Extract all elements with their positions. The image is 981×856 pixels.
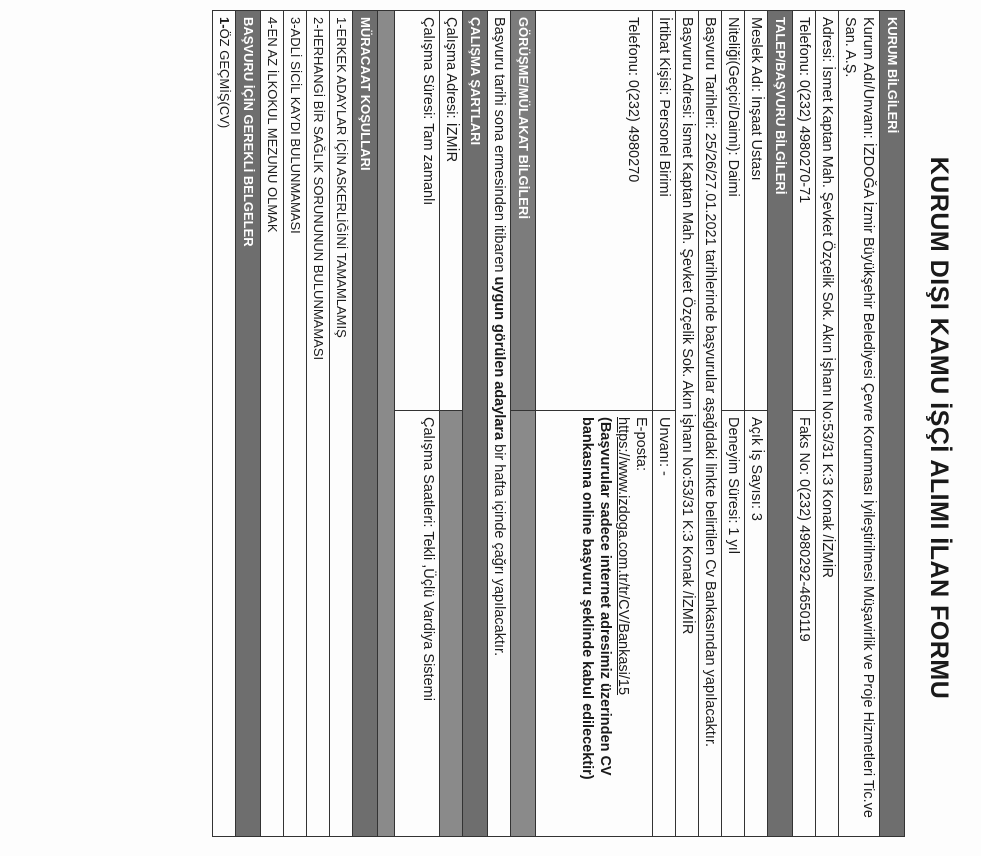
kurum-telefon-label: Telefonu: (796, 17, 812, 76)
eposta-label: E-posta: (633, 417, 649, 471)
calisma-adres-filler (440, 411, 463, 837)
kurum-adres-row (816, 11, 839, 837)
basvuru-adresi-row (676, 11, 699, 837)
calisma-adres-label: Çalışma Adresi: (443, 17, 459, 119)
calisma-header-row (463, 11, 488, 837)
calisma-adres-value: İZMİR (443, 122, 459, 163)
muracaat-header: MÜRACAAT KOŞULLARI (353, 11, 378, 837)
meslek-label: Meslek Adı: (748, 17, 764, 92)
calisma-sure-cell (395, 11, 440, 411)
muracaat-item: 2-HERHANGİ BİR SAĞLIK SORUNUNUN BULUNMAMASI (307, 11, 330, 837)
niteligi-value: Daimi (725, 159, 741, 197)
kurum-adi-cell (839, 11, 880, 837)
acik-is-value: 3 (748, 512, 764, 521)
calisma-sure-row (395, 11, 440, 837)
gorusme-header-filler (511, 411, 536, 837)
basvuru-adresi-cell (676, 11, 699, 837)
muracaat-item-row-4 (261, 11, 284, 837)
basvuru-tarihleri-label: Başvuru Tarihleri: (702, 17, 718, 129)
application-form-table (212, 10, 905, 837)
irtibat-row (653, 11, 676, 837)
kurum-adi-row (839, 11, 880, 837)
deneyim-value: 1 yıl (725, 527, 741, 554)
basvuru-adresi-value: İsmet Kaptan Mah. Şevket Özçelik Sok. Akın İşhanı No:53/31 K:3 Konak /İZMİR (679, 122, 695, 635)
calisma-header: ÇALIŞMA ŞARTLARI (463, 11, 488, 837)
talep-telefon-label: Telefonu: (625, 17, 641, 76)
eposta-note: (Başvurular sadece internet adresimiz üzerinden CV bankasına online başvuru şeklinde kabul edilecektir) (579, 417, 613, 780)
kurum-telefon-value: 0(232) 4980270-71 (796, 79, 812, 204)
kurum-adi-label: Kurum Adı/Unvanı: (860, 17, 876, 139)
belgeler-header: BAŞVURU İÇİN GEREKLİ BELGELER (236, 11, 261, 837)
eposta-cell (536, 411, 653, 837)
kurum-bilgileri-header-row (880, 11, 905, 837)
irtibat-label: İrtibat Kişisi: (656, 17, 672, 96)
muracaat-item: 3-ADLİ SİCİL KAYDI BULUNMAMASI (284, 11, 307, 837)
muracaat-item-row-1 (330, 11, 353, 837)
telefon-eposta-row (536, 11, 653, 837)
calisma-gap-row (378, 11, 395, 837)
talep-header-row (768, 11, 793, 837)
basvuru-tarihleri-row (699, 11, 722, 837)
talep-telefon-cell (536, 11, 653, 411)
niteligi-label: Niteliği(Geçici/Daimi): (725, 17, 741, 156)
belgeler-item (213, 11, 236, 837)
belgeler-item-row (213, 11, 236, 837)
calisma-sure-value: Tam zamanlı (420, 123, 436, 206)
talep-header: TALEP/BAŞVURU BİLGİLERİ (768, 11, 793, 837)
muracaat-item-row-2 (307, 11, 330, 837)
unvani-cell (653, 411, 676, 837)
unvani-label: Unvanı: (656, 417, 672, 467)
kurum-adi-value: İZDOĞA İzmir Büyükşehir Belediyesi Çevre Korunması İyileştirilmesi Müşavirlik ve Proje Hizmetleri Tic.ve San. A.Ş. (842, 17, 876, 818)
basvuru-tarihleri-cell (699, 11, 722, 837)
kurum-faks-cell (793, 411, 816, 837)
kurum-adres-cell (816, 11, 839, 837)
calisma-saat-cell (395, 411, 440, 837)
gorusme-text-bold: uygun görülen adaylara (491, 276, 507, 441)
acik-is-cell (745, 411, 768, 837)
belgeler-item-num: 1- (217, 17, 232, 29)
calisma-gap (378, 11, 395, 837)
basvuru-tarihleri-value: 25/26/27.01.2021 tarihlerinde başvurular aşağıdaki linkte belirtilen Cv Bankasından yapılacaktır. (702, 132, 718, 748)
eposta-link[interactable]: https://www.izdoga.com.tr/tr/CV/Bankasi/15 (615, 417, 631, 696)
kurum-adres-value: İsmet Kaptan Mah. Şevket Özçelik Sok. Akın İşhanı No:53/31 K:3 Konak /İZMİR (819, 66, 835, 578)
acik-is-label: Açık İş Sayısı: (748, 417, 764, 509)
belgeler-item-text: ÖZ GEÇMİŞ(CV) (217, 28, 232, 129)
kurum-telefon-row (793, 11, 816, 837)
calisma-adres-cell (440, 11, 463, 411)
kurum-telefon-cell (793, 11, 816, 411)
calisma-adres-row (440, 11, 463, 837)
kurum-adres-label: Adresi: (819, 17, 835, 63)
kurum-bilgileri-header: KURUM BİLGİLERİ (880, 11, 905, 837)
gorusme-text-pre: Başvuru tarihi sona ermesinden itibaren (491, 17, 507, 277)
kurum-faks-label: Faks No: (796, 417, 812, 476)
calisma-saat-label: Çalışma Saatleri: (420, 417, 436, 528)
calisma-sure-label: Çalışma Süresi: (420, 17, 436, 120)
niteligi-row (722, 11, 745, 837)
irtibat-value: Personel Birimi (656, 99, 672, 197)
meslek-row (745, 11, 768, 837)
kurum-faks-value: 0(232) 4980292-4650119 (796, 479, 812, 642)
muracaat-header-row (353, 11, 378, 837)
unvani-value: - (656, 471, 672, 476)
talep-telefon-value: 0(232) 4980270 (625, 79, 641, 183)
belgeler-header-row (236, 11, 261, 837)
gorusme-text-row (488, 11, 511, 837)
basvuru-adresi-label: Başvuru Adresi: (679, 17, 695, 119)
meslek-cell (745, 11, 768, 411)
gorusme-header-row (511, 11, 536, 837)
deneyim-label: Deneyim Süresi: (725, 417, 741, 524)
muracaat-item: 1-ERKEK ADAYLAR İÇİN ASKERLİĞİNİ TAMAMLAMIŞ (330, 11, 353, 837)
muracaat-item-row-3 (284, 11, 307, 837)
irtibat-cell (653, 11, 676, 411)
calisma-saat-value: Tekli ,Üçlü Vardiya Sistemi (420, 531, 436, 701)
gorusme-text-post: bir hafta içinde çağrı yapılacaktır. (491, 440, 507, 657)
gorusme-header: GÖRÜŞME/MÜLAKAT BİLGİLERİ (511, 11, 536, 411)
niteligi-cell (722, 11, 745, 411)
gorusme-text-cell (488, 11, 511, 837)
muracaat-item: 4-EN AZ İLKOKUL MEZUNU OLMAK (261, 11, 284, 837)
deneyim-cell (722, 411, 745, 837)
meslek-value: İnşaat Ustası (748, 95, 764, 181)
page-title: KURUM DIŞI KAMU İŞÇİ ALIMI İLAN FORMU (925, 156, 953, 700)
